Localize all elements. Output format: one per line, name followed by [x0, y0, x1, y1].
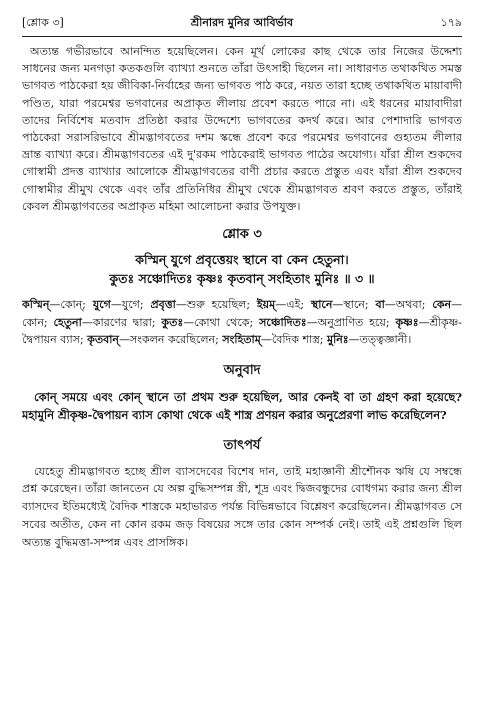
- translation-text: কোন্ সময়ে এবং কোন্ স্থানে তা প্রথম শুরু হয়েছিল, আর কেনই বা তা গ্রহণ করা হয়েছে? মহামুনি শ্রীকৃষ্ণ-দ্বৈপায়ন ব্যাস কোথা থেকে এই শাস্ত্র প্রণয়ন করার অনুপ্রেরণা লাভ করেছিলেন?: [22, 389, 462, 422]
- synonym-term: সঞ্চোদিতঃ: [259, 315, 307, 329]
- synonym-entry: [327, 333, 411, 346]
- purport-text: যেহেতু শ্রীমদ্ভাগবত হচ্ছে শ্রীল ব্যাসদেবের বিশেষ দান, তাই মহাজ্ঞানী শ্রীশৌনক ঋষি যে সম্বন্ধে প্রশ্ন করেছেন। তাঁরা জানতেন যে অল্প বুদ্ধিসম্পন্ন স্ত্রী, শূদ্র এবং দ্বিজবন্ধুদের বোধগম্য করার জন্য শ্রীল ব্যাসদেব ইতিমধ্যেই বৈদিক শাস্ত্রকে মহাভারত পর্যন্ত বিভিন্নভাবে বিশ্লেষণ করেছিলেন। শ্রীমদ্ভাগবত সে সবের অতীত, কেন না কোন রকম জড় বিষয়ের সঙ্গে তার কোন সম্পর্ক নেই। তাই এই প্রশ্নগুলি ছিল অত্যন্ত বুদ্ধিমত্তা-সম্পন্ন এবং প্রাসঙ্গিক।: [22, 464, 462, 549]
- synonym-entry: [87, 333, 219, 346]
- synonym-term: কুতঃ: [161, 315, 184, 329]
- chapter-title: শ্রীনারদ মুনির আবির্ভাব: [190, 16, 294, 29]
- synonym-meaning: —অনুপ্রাণিত হয়ে;: [306, 315, 390, 329]
- synonym-entry: [257, 298, 304, 311]
- synonym-meaning: —কোন;: [22, 298, 462, 329]
- synonym-term: কস্মিন্: [22, 298, 50, 312]
- synonym-meaning: —কোন্;: [49, 298, 87, 312]
- verse-line-2: কুতঃ সঞ্চোদিতঃ কৃষ্ণঃ কৃতবান্ সংহিতাং মুনিঃ ॥ ৩ ॥: [109, 271, 375, 287]
- synonym-entry: [161, 316, 253, 329]
- synonym-meaning: —শ্রীকৃষ্ণ-দ্বৈপায়ন ব্যাস;: [22, 315, 462, 347]
- synonym-meaning: —অথবা;: [384, 298, 426, 312]
- page-number: ১৭৯: [440, 16, 462, 29]
- synonym-term: মুনিঃ: [326, 333, 349, 347]
- synonym-term: স্থানে: [310, 298, 333, 312]
- synonym-meaning: —স্থানে;: [332, 298, 369, 312]
- synonym-entry: [93, 298, 144, 311]
- synonym-entry: [375, 298, 425, 311]
- synonym-term: সংহিতাম্: [222, 333, 261, 347]
- running-head: [22, 14, 462, 37]
- synonym-term: ইয়ম্: [256, 298, 276, 312]
- synonym-term: বা: [375, 298, 385, 312]
- verse-heading: শ্লোক ৩: [222, 227, 262, 243]
- synonym-term: কৃতবান্: [87, 333, 119, 347]
- synonym-meaning: —সংকলন করেছিলেন;: [119, 333, 219, 347]
- verse-text: [22, 250, 462, 288]
- synonym-term: হেতুনা: [53, 315, 82, 329]
- synonym-term: যুগে: [92, 298, 111, 312]
- synonym-meaning: —কোথা থেকে;: [183, 315, 254, 329]
- synonym-term: প্রবৃত্তা: [150, 298, 176, 312]
- synonym-meaning: —যুগে;: [110, 298, 144, 312]
- synonym-meaning: —কারণের দ্বারা;: [81, 315, 156, 329]
- book-page: [22, 14, 462, 698]
- synonyms-block: [22, 296, 462, 349]
- intro-paragraph: অত্যন্ত গভীরভাবে আনন্দিত হয়েছিলেন। কেন মূর্খ লোকের কাছ থেকে তার নিজের উদ্দেশ্য সাধনের জন্য মনগড়া কতকগুলি ব্যাখ্যা শুনতে তাঁরা উৎসাহী ছিলেন না। সাধারণত তথাকথিত সমস্ত ভাগবত পাঠকেরা হয় জীবিকা-নির্বাহের জন্য ভাগবত পাঠ করে, নয়ত তারা হচ্ছে তথাকথিত মায়াবাদী পণ্ডিত, যারা পরমেশ্বর ভগবানের অপ্রাকৃত লীলায় প্রবেশ করতে পারে না। এই ধরনের মায়াবাদীরা তাদের নির্বিশেষ মতবাদ প্রতিষ্ঠা করার উদ্দেশ্যে ভাগবতের কদর্থ করে। আর পেশাদারি ভাগবত পাঠকেরা সরাসরিভাবে শ্রীমদ্ভাগবতের দশম স্কন্ধে প্রবেশ করে পরমেশ্বর ভগবানের গুহ্যতম লীলার ভ্রান্ত ব্যাখ্যা করে। শ্রীমদ্ভাগবতের এই দু'রকম পাঠকেরাই ভাগবত পাঠের অযোগ্য। যাঁরা শ্রীল শুকদেব গোস্বামী প্রদত্ত ব্যাখ্যার আলোকে শ্রীমদ্ভাগবতের বাণী প্রচার করতে প্রস্তুত এবং যাঁরা শ্রীল শুকদেব গোস্বামীর শ্রীমুখ থেকে এবং তাঁর প্রতিনিধির শ্রীমুখ থেকে শ্রীমদ্ভাগবত শ্রবণ করতে প্রস্তুত, তাঁরাই কেবল শ্রীমদ্ভাগবতের অপ্রাকৃত মহিমা আলোচনা করার উপযুক্ত।: [22, 45, 462, 213]
- synonym-entry: [259, 316, 389, 329]
- synonym-entry: [54, 316, 156, 329]
- translation-heading: অনুবাদ: [223, 362, 261, 378]
- verse-reference: [শ্লোক ৩]: [22, 16, 64, 29]
- synonym-meaning: —শুরু হয়েছিল;: [175, 298, 251, 312]
- synonym-term: কেন: [432, 298, 452, 312]
- synonym-entry: [22, 298, 86, 311]
- purport-heading: তাৎপর্য: [223, 437, 261, 453]
- synonym-entry: [222, 333, 323, 346]
- synonym-entry: [150, 298, 250, 311]
- synonym-meaning: —এই;: [275, 298, 305, 312]
- synonym-meaning: —তত্ত্বজ্ঞানী।: [348, 333, 412, 347]
- synonym-entry: [311, 298, 369, 311]
- synonym-meaning: —বৈদিক শাস্ত্র;: [260, 333, 324, 347]
- synonym-term: কৃষ্ণঃ: [395, 315, 419, 329]
- verse-line-1: কস্মিন্ যুগে প্রবৃত্তেয়ং স্থানে বা কেন হেতুনা।: [135, 252, 349, 268]
